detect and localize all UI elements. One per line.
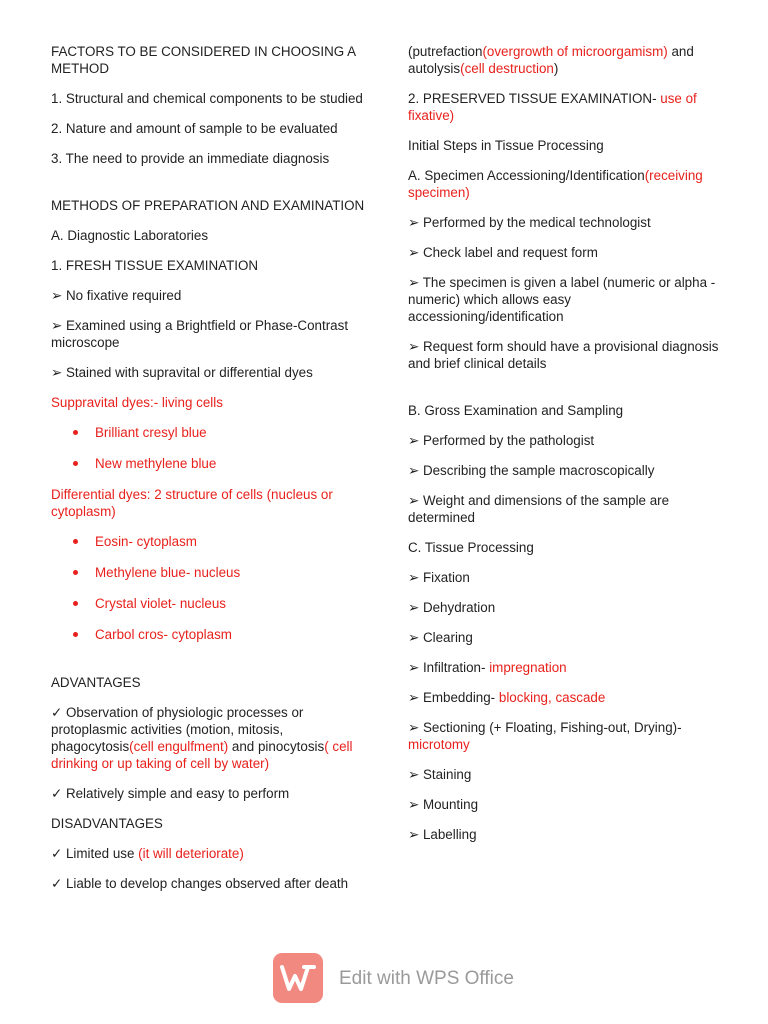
disadvantage-2: ✓ Liable to develop changes observed after death [51, 876, 349, 891]
step-sectioning: ➢ Sectioning (+ Floating, Fishing-out, Drying)- microtomy [408, 720, 682, 752]
list-item: Crystal violet- nucleus [73, 595, 369, 612]
initial-steps: Initial Steps in Tissue Processing [408, 138, 604, 153]
list-item: Carbol cros- cytoplasm [73, 626, 369, 643]
accession-point-4: ➢ Request form should have a provisional diagnosis and brief clinical details [408, 339, 719, 371]
gross-exam-title: B. Gross Examination and Sampling [408, 403, 624, 418]
fresh-point-1: ➢ No fixative required [51, 288, 182, 303]
gross-point-2: ➢ Describing the sample macroscopically [408, 463, 655, 478]
preserved-tissue-title: 2. PRESERVED TISSUE EXAMINATION- use of fixative) [408, 91, 697, 123]
factor-3: 3. The need to provide an immediate diagnosis [51, 151, 330, 166]
accession-point-3: ➢ The specimen is given a label (numeric or alpha -numeric) which allows easy accessioning/identification [408, 275, 716, 324]
list-item: Methylene blue- nucleus [73, 564, 369, 581]
fresh-point-2: ➢ Examined using a Brightfield or Phase-Contrast microscope [51, 318, 349, 350]
gross-point-1: ➢ Performed by the pathologist [408, 433, 595, 448]
processing-title: C. Tissue Processing [408, 540, 534, 555]
step-labelling: ➢ Labelling [408, 827, 477, 842]
step-infiltration: ➢ Infiltration- impregnation [408, 660, 567, 675]
list-item: Eosin- cytoplasm [73, 533, 369, 550]
wps-watermark[interactable] [273, 952, 533, 1004]
list-item: New methylene blue [73, 455, 369, 472]
methods-title: METHODS OF PREPARATION AND EXAMINATION [51, 198, 365, 213]
advantage-2: ✓ Relatively simple and easy to perform [51, 786, 290, 801]
factor-2: 2. Nature and amount of sample to be evaluated [51, 121, 338, 136]
step-embedding: ➢ Embedding- blocking, cascade [408, 690, 606, 705]
differential-list [51, 533, 369, 643]
accessioning-title: A. Specimen Accessioning/Identification(receiving specimen) [408, 168, 703, 200]
disadvantages-title: DISADVANTAGES [51, 816, 163, 831]
gross-point-3: ➢ Weight and dimensions of the sample are determined [408, 493, 670, 525]
left-column [51, 43, 369, 905]
watermark-text: Edit with WPS Office [339, 967, 514, 989]
differential-title: Differential dyes: 2 structure of cells (nucleus or cytoplasm) [51, 487, 333, 519]
factors-title: FACTORS TO BE CONSIDERED IN CHOOSING A METHOD [51, 44, 356, 76]
step-staining: ➢ Staining [408, 767, 472, 782]
fresh-point-3: ➢ Stained with supravital or differential dyes [51, 365, 313, 380]
diagnostic-labs: A. Diagnostic Laboratories [51, 228, 209, 243]
factor-1: 1. Structural and chemical components to be studied [51, 91, 363, 106]
advantage-1: ✓ Observation of physiologic processes or protoplasmic activities (motion, mitosis, phagocytosis(cell engulfment) and pinocytosis( cell drinking or up taking of cell by water) [51, 705, 353, 771]
continuation-text: (putrefaction(overgrowth of microorgamism) and autolysis(cell destruction) [408, 44, 694, 76]
accession-point-1: ➢ Performed by the medical technologist [408, 215, 651, 230]
step-mounting: ➢ Mounting [408, 797, 479, 812]
supravital-title: Suppravital dyes:- living cells [51, 395, 223, 410]
step-fixation: ➢ Fixation [408, 570, 470, 585]
fresh-tissue-title: 1. FRESH TISSUE EXAMINATION [51, 258, 259, 273]
disadvantage-1: ✓ Limited use (it will deteriorate) [51, 846, 244, 861]
accession-point-2: ➢ Check label and request form [408, 245, 598, 260]
list-item: Brilliant cresyl blue [73, 424, 369, 441]
right-column [408, 43, 728, 856]
step-clearing: ➢ Clearing [408, 630, 473, 645]
advantages-title: ADVANTAGES [51, 675, 141, 690]
wps-logo-icon [273, 953, 323, 1003]
step-dehydration: ➢ Dehydration [408, 600, 496, 615]
supravital-list [51, 424, 369, 472]
